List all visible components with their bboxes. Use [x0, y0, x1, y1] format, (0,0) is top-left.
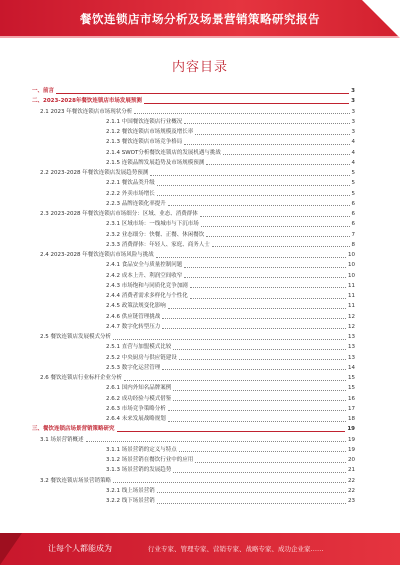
toc-entry[interactable]	[32, 271, 355, 281]
toc-entry[interactable]	[32, 394, 355, 404]
toc-leader-dots	[206, 236, 349, 237]
toc-page-number: 17	[348, 405, 355, 412]
toc-entry[interactable]	[32, 127, 355, 137]
toc-entry[interactable]	[32, 86, 355, 96]
toc-entry[interactable]	[32, 496, 355, 506]
toc-leader-dots	[184, 277, 346, 278]
toc-entry-label: 2.1.4 SWOT分析餐饮连锁店的发展机遇与挑战	[106, 149, 221, 156]
header-corner-decoration	[362, 0, 400, 38]
toc-entry-label: 2.6.2 成功经验与模式借鉴	[106, 395, 172, 402]
toc-entry-label: 2.2.3 品牌连锁化率提升	[106, 200, 166, 207]
toc-page-number: 16	[348, 395, 355, 402]
toc-page-number: 8	[351, 241, 355, 248]
toc-entry-label: 2.4.6 供应链管理挑战	[106, 313, 161, 320]
toc-entry[interactable]	[32, 219, 355, 229]
toc-leader-dots	[157, 195, 350, 196]
report-title: 餐饮连锁店市场分析及场景营销策略研究报告	[80, 12, 320, 26]
toc-entry-label: 2.3 2023-2028 年餐饮连锁店市场细分：区域、业态、消费群体	[40, 211, 198, 217]
toc-page-number: 4	[351, 149, 355, 156]
toc-leader-dots	[162, 318, 346, 319]
toc-page-number: 6	[351, 211, 355, 217]
toc-page-number: 5	[351, 190, 355, 197]
toc-leader-dots	[144, 103, 349, 104]
toc-leader-dots	[157, 492, 346, 493]
toc-leader-dots	[168, 308, 346, 309]
toc-page-number: 6	[351, 200, 355, 207]
toc-leader-dots	[117, 431, 346, 432]
toc-page-number: 10	[348, 272, 355, 279]
toc-leader-dots	[195, 462, 346, 463]
toc-leader-dots	[86, 441, 347, 442]
toc-leader-dots	[162, 328, 346, 329]
toc-entry-label: 2.5 餐饮连锁店发展模式分析	[40, 334, 111, 340]
toc-page-number: 19	[347, 426, 355, 433]
toc-entry-label: 3.2 餐饮连锁店场景营销策略	[40, 477, 111, 484]
toc-entry-label: 3.2.1 线上场景营销	[106, 487, 155, 494]
toc-leader-dots	[113, 339, 346, 340]
toc-page-number: 12	[348, 323, 355, 330]
toc-leader-dots	[201, 226, 350, 227]
toc-page-number: 12	[348, 313, 355, 320]
footer-roles: 行业专家、管理专家、营销专家、战略专家、成功企业家……	[148, 545, 324, 553]
toc-entry[interactable]	[32, 230, 355, 240]
toc-entry[interactable]	[32, 107, 355, 117]
toc-entry[interactable]	[32, 373, 355, 383]
toc-entry-label: 2.2.2 外卖市场增长	[106, 190, 155, 197]
toc-leader-dots	[184, 123, 349, 124]
toc-entry[interactable]	[32, 117, 355, 127]
toc-page-number: 4	[351, 159, 355, 166]
toc-entry-label: 2.1 2023 年餐饮连锁店市场现状分析	[40, 108, 133, 115]
toc-entry-label: 2.3.3 消费群体：年轻人、家庭、商务人士	[106, 241, 210, 248]
toc-entry[interactable]	[32, 486, 355, 496]
toc-page-number: 5	[351, 170, 355, 176]
toc-leader-dots	[179, 359, 346, 360]
toc-entry[interactable]	[32, 404, 355, 414]
toc-entry[interactable]	[32, 137, 355, 147]
toc-entry-label: 2.6 餐饮连锁店行业标杆企业分析	[40, 375, 122, 381]
toc-page-number: 3	[351, 88, 355, 94]
toc-entry[interactable]	[32, 476, 355, 486]
toc-leader-dots	[168, 410, 346, 411]
toc-page-number: 18	[348, 416, 355, 422]
toc-entry-label: 2.4.5 政策法规变化影响	[106, 303, 166, 310]
toc-entry-label: 2.6.1 国内外知名品牌案例	[106, 385, 172, 392]
footer-corner-decoration	[0, 533, 22, 565]
toc-page-number: 11	[348, 303, 355, 310]
toc-entry[interactable]	[32, 435, 355, 445]
toc-leader-dots	[162, 369, 346, 370]
toc-page-number: 14	[348, 364, 355, 371]
toc-entry-label: 3.1.2 场景营销在餐饮行业中的应用	[106, 457, 194, 463]
toc-page-number: 20	[348, 457, 355, 463]
toc-entry-label: 2.6.4 未来发展战略规划	[106, 416, 166, 422]
toc-leader-dots	[56, 93, 349, 94]
toc-entry[interactable]	[32, 414, 355, 424]
toc-entry[interactable]	[32, 363, 355, 373]
toc-entry[interactable]	[32, 332, 355, 342]
toc-entry[interactable]	[32, 199, 355, 209]
toc-page-number: 3	[351, 118, 355, 125]
table-of-contents	[32, 86, 355, 506]
toc-entry-label: 2.4 2023-2028 年餐饮连锁店市场风险与挑战	[40, 252, 154, 258]
toc-entry-label: 2.4.4 消费者需求多样化与个性化	[106, 293, 188, 299]
toc-entry-label: 2.6.3 市场竞争策略分析	[106, 405, 166, 412]
toc-entry[interactable]	[32, 455, 355, 465]
toc-entry[interactable]	[32, 301, 355, 311]
toc-leader-dots	[157, 185, 350, 186]
toc-leader-dots	[184, 267, 346, 268]
toc-entry[interactable]	[32, 209, 355, 219]
toc-page-number: 11	[348, 282, 355, 289]
toc-entry[interactable]	[32, 96, 355, 106]
toc-page-number: 23	[348, 498, 355, 504]
toc-leader-dots	[156, 257, 346, 258]
toc-page-number: 3	[351, 108, 355, 115]
toc-leader-dots	[168, 421, 346, 422]
toc-entry-label: 2.1.3 餐饮连锁店市场竞争格局	[106, 139, 183, 146]
toc-leader-dots	[223, 154, 350, 155]
toc-entry[interactable]	[32, 424, 355, 434]
toc-leader-dots	[173, 400, 346, 401]
toc-entry[interactable]	[32, 383, 355, 393]
toc-entry-label: 3.1.1 场景营销的定义与特点	[106, 446, 177, 453]
toc-leader-dots	[113, 482, 346, 483]
toc-leader-dots	[157, 503, 346, 504]
toc-leader-dots	[150, 175, 349, 176]
toc-entry[interactable]	[32, 189, 355, 199]
toc-page-number: 22	[348, 487, 355, 494]
toc-entry-label: 2.4.3 市场饱和与同质化竞争加剧	[106, 282, 188, 289]
toc-entry-label: 2.3.1 区域市场：一线城市与下沉市场	[106, 221, 199, 228]
toc-page-number: 3	[351, 98, 355, 105]
toc-leader-dots	[190, 287, 346, 288]
toc-entry-label: 2.5.1 直营与加盟模式比较	[106, 344, 172, 351]
toc-leader-dots	[124, 380, 346, 381]
toc-entry[interactable]	[32, 260, 355, 270]
footer-banner	[0, 533, 400, 565]
toc-entry-label: 2.1.1 中国餐饮连锁店行业概况	[106, 118, 183, 125]
toc-entry-label: 3.1 场景营销概述	[40, 436, 84, 443]
toc-page-number: 15	[348, 375, 355, 381]
toc-leader-dots	[184, 144, 349, 145]
toc-entry[interactable]	[32, 445, 355, 455]
toc-leader-dots	[173, 390, 346, 391]
toc-page-number: 15	[348, 385, 355, 392]
toc-page-number: 13	[348, 334, 355, 340]
toc-page-number: 22	[348, 477, 355, 484]
toc-leader-dots	[134, 113, 349, 114]
toc-leader-dots	[212, 246, 350, 247]
toc-leader-dots	[173, 349, 346, 350]
toc-entry[interactable]	[32, 240, 355, 250]
header-banner	[0, 0, 400, 38]
toc-entry-label: 2.2 2023-2028 年餐饮连锁店发展趋势预测	[40, 170, 149, 176]
toc-page-number: 10	[348, 262, 355, 269]
toc-page-number: 4	[351, 139, 355, 146]
toc-entry-label: 2.4.2 成本上升、利润空间收窄	[106, 272, 183, 279]
toc-leader-dots	[179, 451, 346, 452]
toc-entry-label: 2.3.2 业态细分：快餐、正餐、休闲餐饮	[106, 231, 205, 238]
toc-page-number: 13	[348, 354, 355, 361]
toc-leader-dots	[190, 298, 346, 299]
toc-entry[interactable]	[32, 148, 355, 158]
toc-page-number: 19	[348, 446, 355, 453]
toc-entry-label: 三、餐饮连锁店场景营销策略研究	[32, 426, 115, 433]
toc-entry[interactable]	[32, 342, 355, 352]
toc-entry-label: 2.1.2 餐饮连锁店市场规模及增长率	[106, 129, 194, 135]
toc-leader-dots	[168, 205, 350, 206]
toc-leader-dots	[200, 216, 350, 217]
toc-entry[interactable]	[32, 291, 355, 301]
toc-page-number: 7	[351, 231, 355, 238]
toc-entry-label: 一、前言	[32, 88, 55, 94]
toc-entry-label: 3.1.3 场景营销的发展趋势	[106, 467, 172, 474]
toc-leader-dots	[206, 164, 349, 165]
header-underline	[0, 36, 400, 38]
toc-page-number: 10	[348, 252, 355, 258]
toc-entry[interactable]	[32, 322, 355, 332]
toc-page-number: 5	[351, 180, 355, 187]
toc-entry-label: 2.5.3 数字化运营管理	[106, 364, 161, 371]
toc-entry[interactable]	[32, 281, 355, 291]
toc-entry[interactable]	[32, 168, 355, 178]
footer-slogan: 让每个人都能成为	[48, 544, 112, 553]
toc-leader-dots	[173, 472, 346, 473]
toc-entry[interactable]	[32, 250, 355, 260]
toc-page-number: 6	[351, 221, 355, 228]
toc-page-number: 11	[348, 293, 355, 299]
toc-entry[interactable]	[32, 353, 355, 363]
toc-entry-label: 二、2023-2028年餐饮连锁店市场发展预测	[32, 98, 142, 105]
toc-page-number: 19	[348, 436, 355, 443]
toc-entry[interactable]	[32, 312, 355, 322]
toc-entry-label: 2.1.5 连锁品牌发展趋势及市场规模预测	[106, 159, 205, 166]
toc-page-number: 21	[348, 467, 355, 474]
toc-heading: 内容目录	[171, 60, 228, 75]
toc-leader-dots	[195, 134, 349, 135]
toc-page-number: 3	[351, 129, 355, 135]
toc-entry[interactable]	[32, 465, 355, 475]
toc-entry[interactable]	[32, 178, 355, 188]
toc-entry-label: 3.2.2 线下场景营销	[106, 498, 155, 504]
toc-page-number: 13	[348, 344, 355, 351]
toc-entry-label: 2.2.1 餐饮品类升级	[106, 180, 155, 187]
toc-entry-label: 2.4.1 食品安全与质量控制问题	[106, 262, 183, 269]
toc-entry-label: 2.5.2 中央厨房与供应链建设	[106, 354, 177, 361]
toc-entry-label: 2.4.7 数字化转型压力	[106, 323, 161, 330]
toc-entry[interactable]	[32, 158, 355, 168]
